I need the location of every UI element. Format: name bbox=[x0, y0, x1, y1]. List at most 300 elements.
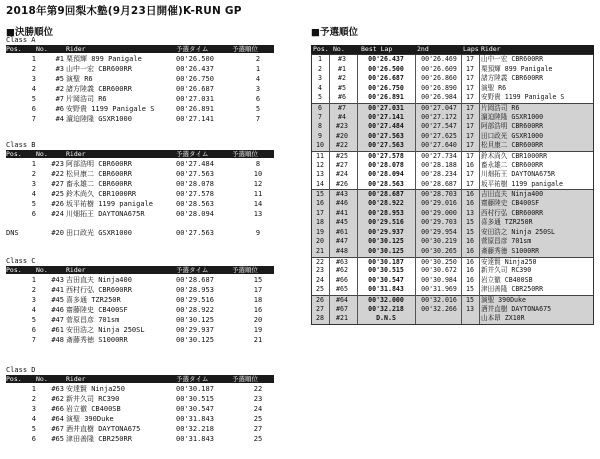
table-row bbox=[312, 247, 593, 257]
table-row bbox=[312, 276, 593, 286]
cell-rider: 安達賢 Ninja250 bbox=[66, 385, 125, 393]
cell-laps: 15 bbox=[466, 218, 474, 227]
cell-rider: 新井久司 RC390 bbox=[481, 266, 532, 275]
cell-time: 00'26.687 bbox=[176, 85, 214, 93]
cell-rider: 齋藤陸史 CB400SF bbox=[66, 306, 128, 314]
cell-no: #20 bbox=[51, 229, 64, 237]
table-row bbox=[312, 55, 593, 65]
table-row bbox=[0, 65, 280, 74]
cell-laps: 15 bbox=[466, 296, 474, 304]
cell-time: 00'30.515 bbox=[176, 395, 214, 403]
cell-time: 00'28.094 bbox=[176, 210, 214, 218]
cell-pos: 6 bbox=[31, 210, 36, 218]
table-row bbox=[0, 425, 280, 434]
cell-pos: 7 bbox=[31, 336, 36, 344]
cell-second: 00'27.172 bbox=[421, 112, 457, 121]
cell-pos: 22 bbox=[316, 257, 324, 266]
cell-best: 00'29.516 bbox=[368, 218, 404, 227]
cell-rider: 濵迫陸隆 GSXR1000 bbox=[66, 115, 132, 123]
cell-best: D.N.S bbox=[376, 314, 396, 323]
cell-best: 00'30.125 bbox=[368, 247, 404, 255]
final-table-header bbox=[6, 45, 274, 53]
cell-second: 00'29.016 bbox=[421, 199, 457, 207]
header-time: 予選タイム bbox=[176, 150, 209, 158]
cell-pos: 10 bbox=[316, 141, 324, 150]
final-table-header bbox=[6, 375, 274, 383]
cell-qpos: 21 bbox=[253, 336, 263, 344]
cell-rider: 濵迫陸隆 GSXR1000 bbox=[481, 112, 544, 121]
cell-no: #2 bbox=[55, 85, 64, 93]
cell-no: #62 bbox=[336, 266, 348, 275]
cell-time: 00'31.843 bbox=[176, 415, 214, 423]
header-second: 2nd bbox=[417, 45, 429, 53]
cell-time: 00'30.187 bbox=[176, 385, 214, 393]
cell-no: #67 bbox=[51, 425, 64, 433]
cell-best: 00'30.187 bbox=[368, 257, 404, 266]
table-row bbox=[0, 200, 280, 209]
cell-second: 00'30.984 bbox=[421, 275, 457, 284]
cell-second: 00'30.250 bbox=[421, 257, 457, 266]
cell-pos: 2 bbox=[31, 286, 36, 294]
cell-pos: 2 bbox=[31, 65, 36, 73]
cell-best: 00'32.218 bbox=[368, 304, 404, 313]
cell-pos: 27 bbox=[316, 304, 324, 313]
header-qpos: 予選順位 bbox=[232, 375, 258, 383]
table-row bbox=[0, 210, 280, 219]
cell-no: #46 bbox=[51, 306, 64, 314]
cell-qpos: 1 bbox=[255, 65, 261, 73]
cell-rider: 鈴木尚久 CBR1000RR bbox=[66, 190, 137, 198]
cell-rider: 畜永雄二 CBR600RR bbox=[66, 180, 132, 188]
cell-qpos: 25 bbox=[253, 415, 263, 423]
qualifying-table-body bbox=[311, 54, 594, 325]
cell-pos: 6 bbox=[31, 326, 36, 334]
cell-best: 00'30.515 bbox=[368, 266, 404, 275]
cell-qpos: 25 bbox=[253, 435, 263, 443]
cell-no: #45 bbox=[336, 218, 348, 227]
table-row bbox=[312, 180, 593, 190]
cell-qpos: 15 bbox=[253, 276, 263, 284]
qualifying-heading: ■予選順位 bbox=[311, 27, 358, 38]
cell-no: #4 bbox=[55, 115, 64, 123]
cell-no: #41 bbox=[51, 286, 64, 294]
table-row bbox=[0, 415, 280, 424]
cell-no: #5 bbox=[55, 75, 64, 83]
cell-second: 00'30.672 bbox=[421, 266, 457, 275]
cell-no: #24 bbox=[336, 170, 348, 179]
cell-rider: 新井久司 RC390 bbox=[66, 395, 120, 403]
cell-rider: 酒井直樹 DAYTONA675 bbox=[66, 425, 141, 433]
cell-laps: 17 bbox=[466, 74, 474, 83]
cell-rider: 栗預輝 899 Panigale bbox=[481, 64, 553, 73]
table-row bbox=[0, 435, 280, 444]
cell-best: 00'29.937 bbox=[368, 227, 404, 236]
header-rider: Rider bbox=[66, 266, 86, 274]
table-row bbox=[312, 305, 593, 315]
final-table-header bbox=[6, 266, 274, 274]
cell-second: 00'29.703 bbox=[421, 218, 457, 227]
cell-pos: 2 bbox=[318, 64, 322, 73]
table-row bbox=[0, 75, 280, 84]
column-divider bbox=[329, 55, 330, 324]
cell-time: 00'30.547 bbox=[176, 405, 214, 413]
table-row bbox=[0, 170, 280, 179]
cell-best: 00'27.031 bbox=[368, 104, 404, 112]
cell-rider: 演聖 390Duke bbox=[66, 415, 114, 423]
table-row bbox=[0, 105, 280, 114]
cell-best: 00'28.078 bbox=[368, 160, 404, 169]
cell-pos: 24 bbox=[316, 275, 324, 284]
cell-rider: 岩立徹 CB400SB bbox=[481, 275, 533, 284]
cell-pos: 5 bbox=[31, 200, 36, 208]
cell-no: #65 bbox=[51, 435, 64, 443]
table-row bbox=[0, 276, 280, 285]
cell-no: #62 bbox=[51, 395, 64, 403]
cell-no: #5 bbox=[338, 83, 346, 92]
cell-best: 00'27.578 bbox=[368, 152, 404, 160]
cell-second: 00'27.734 bbox=[421, 152, 457, 160]
header-pos: Pos. bbox=[6, 266, 22, 274]
cell-second: 00'32.016 bbox=[421, 296, 457, 304]
column-divider bbox=[357, 55, 358, 324]
cell-qpos: 20 bbox=[253, 316, 263, 324]
table-row bbox=[0, 316, 280, 325]
table-row bbox=[312, 141, 593, 151]
header-pos: Pos. bbox=[6, 375, 22, 383]
table-row bbox=[0, 385, 280, 394]
cell-laps: 17 bbox=[466, 122, 474, 131]
header-no: No. bbox=[333, 45, 345, 53]
cell-pos: 3 bbox=[31, 296, 36, 304]
cell-rider: 阿部浩明 CBR600RR bbox=[66, 160, 132, 168]
cell-pos: 3 bbox=[31, 75, 36, 83]
cell-best: 00'30.125 bbox=[368, 237, 404, 246]
cell-time: 00'27.563 bbox=[176, 229, 214, 237]
cell-qpos: 10 bbox=[253, 170, 263, 178]
cell-rider: 安達賢 Ninja250 bbox=[481, 257, 537, 266]
cell-best: 00'28.094 bbox=[368, 170, 404, 179]
cell-no: #63 bbox=[336, 257, 348, 266]
table-row bbox=[312, 228, 593, 238]
table-row bbox=[312, 65, 593, 75]
cell-second: 00'28.188 bbox=[421, 160, 457, 169]
cell-pos: 9 bbox=[318, 131, 322, 140]
header-pos: Pos. bbox=[313, 45, 329, 53]
cell-no: #67 bbox=[336, 304, 348, 313]
cell-qpos: 17 bbox=[253, 286, 263, 294]
cell-qpos: 9 bbox=[255, 229, 261, 237]
cell-second: 00'27.047 bbox=[421, 104, 457, 112]
page-title: 2018年第9回梨木塾(9月23日開催)K-RUN GP bbox=[6, 5, 242, 17]
cell-rider: 吉田直夫 Ninja400 bbox=[481, 190, 544, 199]
cell-best: 00'27.563 bbox=[368, 141, 404, 150]
table-row bbox=[0, 326, 280, 335]
cell-no: #23 bbox=[336, 122, 348, 131]
table-row bbox=[312, 113, 593, 123]
cell-rider: 坂平祐樹 1199 panigale bbox=[481, 179, 563, 188]
cell-no: #27 bbox=[336, 160, 348, 169]
cell-time: 00'32.218 bbox=[176, 425, 214, 433]
cell-pos: 1 bbox=[318, 55, 322, 63]
cell-second: 00'31.969 bbox=[421, 285, 457, 294]
cell-pos: 26 bbox=[316, 296, 324, 304]
cell-time: 00'26.750 bbox=[176, 75, 214, 83]
cell-rider: 田口政光 GSXR1000 bbox=[66, 229, 132, 237]
cell-pos: 18 bbox=[316, 218, 324, 227]
cell-pos: 5 bbox=[31, 425, 36, 433]
table-row bbox=[0, 395, 280, 404]
cell-no: #27 bbox=[51, 180, 64, 188]
cell-rider: 片岡浩司 R6 bbox=[66, 95, 107, 103]
cell-best: 00'32.000 bbox=[368, 296, 404, 304]
cell-pos: 3 bbox=[31, 405, 36, 413]
cell-pos: 3 bbox=[318, 74, 322, 83]
qualifying-table-header bbox=[311, 45, 594, 54]
table-row bbox=[0, 190, 280, 199]
header-laps: Laps bbox=[463, 45, 479, 53]
cell-second: 00'26.860 bbox=[421, 74, 457, 83]
cell-rider: 栗預輝 899 Panigale bbox=[66, 55, 142, 63]
cell-pos: 16 bbox=[316, 199, 324, 207]
cell-no: #3 bbox=[55, 65, 64, 73]
cell-best: 00'27.563 bbox=[368, 131, 404, 140]
cell-no: #26 bbox=[336, 179, 348, 188]
cell-no: #2 bbox=[338, 74, 346, 83]
cell-qpos: 4 bbox=[255, 75, 261, 83]
cell-rider: 諸方陸義 CBR600RR bbox=[481, 74, 544, 83]
cell-rider: 菅原昌彦 701sm bbox=[481, 237, 532, 246]
cell-pos: 6 bbox=[31, 435, 36, 443]
header-best: Best Lap bbox=[361, 45, 393, 53]
cell-qpos: 22 bbox=[253, 385, 263, 393]
cell-laps: 16 bbox=[466, 190, 474, 199]
cell-pos: 6 bbox=[318, 104, 322, 112]
cell-qpos: 14 bbox=[253, 200, 263, 208]
cell-pos: 19 bbox=[316, 227, 324, 236]
cell-pos: 5 bbox=[31, 95, 36, 103]
cell-no: #64 bbox=[336, 296, 348, 304]
table-row bbox=[312, 74, 593, 84]
cell-laps: 17 bbox=[466, 179, 474, 188]
header-rider: Rider bbox=[481, 45, 501, 53]
table-row bbox=[0, 306, 280, 315]
cell-qpos: 2 bbox=[255, 55, 261, 63]
cell-no: #47 bbox=[51, 316, 64, 324]
cell-rider: 川畑拓王 DAYTONA675R bbox=[66, 210, 145, 218]
header-time: 予選タイム bbox=[176, 375, 209, 383]
cell-rider: 喜多通 TZR250R bbox=[481, 218, 533, 227]
cell-qpos: 24 bbox=[253, 405, 263, 413]
header-rider: Rider bbox=[66, 375, 86, 383]
cell-qpos: 23 bbox=[253, 395, 263, 403]
cell-time: 00'28.922 bbox=[176, 306, 214, 314]
cell-time: 00'28.563 bbox=[176, 200, 214, 208]
cell-pos: 5 bbox=[31, 316, 36, 324]
column-divider bbox=[479, 55, 480, 324]
cell-qpos: 16 bbox=[253, 306, 263, 314]
cell-second: 00'26.890 bbox=[421, 83, 457, 92]
cell-pos: 21 bbox=[316, 247, 324, 255]
table-row bbox=[0, 55, 280, 64]
cell-pos: 14 bbox=[316, 179, 324, 188]
cell-pos: 1 bbox=[31, 276, 36, 284]
table-row bbox=[0, 85, 280, 94]
cell-laps: 17 bbox=[466, 131, 474, 140]
cell-no: #47 bbox=[336, 237, 348, 246]
cell-time: 00'27.031 bbox=[176, 95, 214, 103]
cell-no: #45 bbox=[51, 296, 64, 304]
cell-pos: 13 bbox=[316, 170, 324, 179]
cell-rider: 喜多通 TZR250R bbox=[66, 296, 121, 304]
cell-rider: 川畑拓王 DAYTONA675R bbox=[481, 170, 556, 179]
cell-time: 00'31.843 bbox=[176, 435, 214, 443]
cell-best: 00'28.922 bbox=[368, 199, 404, 207]
cell-rider: 菅原昌彦 701sm bbox=[66, 316, 120, 324]
cell-rider: 畜永雄二 CBR600RR bbox=[481, 160, 544, 169]
cell-laps: 16 bbox=[466, 247, 474, 255]
cell-pos: 7 bbox=[31, 115, 36, 123]
cell-rider: 津田善隆 CBR250RR bbox=[481, 285, 544, 294]
header-rider: Rider bbox=[66, 45, 86, 53]
cell-pos: 4 bbox=[31, 190, 36, 198]
cell-pos: 15 bbox=[316, 190, 324, 199]
cell-second: 00'27.625 bbox=[421, 131, 457, 140]
cell-best: 00'28.953 bbox=[368, 208, 404, 217]
cell-pos: 8 bbox=[318, 122, 322, 131]
cell-laps: 16 bbox=[466, 266, 474, 275]
cell-best: 00'26.500 bbox=[368, 64, 404, 73]
cell-rider: 斎藤秀徳 S1000RR bbox=[66, 336, 128, 344]
table-row bbox=[0, 95, 280, 104]
cell-laps: 16 bbox=[466, 160, 474, 169]
header-qpos: 予選順位 bbox=[232, 266, 258, 274]
class-label: Class A bbox=[6, 36, 36, 44]
cell-time: 00'26.437 bbox=[176, 65, 214, 73]
cell-no: #22 bbox=[51, 170, 64, 178]
cell-qpos: 7 bbox=[255, 115, 261, 123]
cell-no: #22 bbox=[336, 141, 348, 150]
cell-rider: 片岡浩司 R6 bbox=[481, 104, 520, 112]
cell-best: 00'27.484 bbox=[368, 122, 404, 131]
cell-laps: 17 bbox=[466, 112, 474, 121]
cell-pos: 3 bbox=[31, 180, 36, 188]
cell-best: 00'28.687 bbox=[368, 190, 404, 199]
cell-no: #25 bbox=[336, 152, 348, 160]
cell-second: 00'28.687 bbox=[421, 179, 457, 188]
table-row bbox=[312, 285, 593, 295]
cell-pos: 1 bbox=[31, 55, 36, 63]
cell-time: 00'26.500 bbox=[176, 55, 214, 63]
cell-rider: 山中一宏 CBR600RR bbox=[481, 55, 544, 63]
cell-pos: 1 bbox=[31, 160, 36, 168]
final-table-header bbox=[6, 150, 274, 158]
table-row bbox=[312, 199, 593, 209]
cell-rider: 西村行弘 CBR600RR bbox=[481, 208, 544, 217]
cell-laps: 15 bbox=[466, 227, 474, 236]
table-row bbox=[312, 93, 593, 103]
cell-qpos: 18 bbox=[253, 296, 263, 304]
table-row bbox=[0, 160, 280, 169]
cell-second: 00'26.984 bbox=[421, 93, 457, 102]
cell-laps: 17 bbox=[466, 93, 474, 102]
cell-laps: 16 bbox=[466, 199, 474, 207]
table-row bbox=[0, 286, 280, 295]
cell-second: 00'30.265 bbox=[421, 247, 457, 255]
cell-laps: 17 bbox=[466, 141, 474, 150]
cell-best: 00'31.843 bbox=[368, 285, 404, 294]
cell-time: 00'28.953 bbox=[176, 286, 214, 294]
cell-second: 00'29.954 bbox=[421, 227, 457, 236]
cell-no: #1 bbox=[338, 64, 346, 73]
cell-qpos: 8 bbox=[255, 160, 261, 168]
header-time: 予選タイム bbox=[176, 45, 209, 53]
cell-second: 00'32.266 bbox=[421, 304, 457, 313]
cell-no: #6 bbox=[338, 93, 346, 102]
header-rider: Rider bbox=[66, 150, 86, 158]
cell-pos: 25 bbox=[316, 285, 324, 294]
cell-no: #26 bbox=[51, 200, 64, 208]
cell-rider: 山本昂 ZX10R bbox=[481, 314, 525, 323]
cell-time: 00'26.891 bbox=[176, 105, 214, 113]
cell-laps: 13 bbox=[466, 304, 474, 313]
cell-rider: 岩立徹 CB400SB bbox=[66, 405, 121, 413]
cell-pos: 4 bbox=[318, 83, 322, 92]
cell-time: 00'27.578 bbox=[176, 190, 214, 198]
cell-no: #4 bbox=[338, 112, 346, 121]
cell-time: 00'30.125 bbox=[176, 336, 214, 344]
cell-no: #1 bbox=[55, 55, 64, 63]
cell-best: 00'27.141 bbox=[368, 112, 404, 121]
table-row bbox=[312, 237, 593, 247]
cell-laps: 17 bbox=[466, 83, 474, 92]
cell-second: 00'27.547 bbox=[421, 122, 457, 131]
cell-rider: 演聖 R6 bbox=[481, 83, 507, 92]
table-row bbox=[312, 266, 593, 276]
cell-pos: 20 bbox=[316, 237, 324, 246]
cell-no: #61 bbox=[51, 326, 64, 334]
header-no: No. bbox=[36, 45, 48, 53]
table-row bbox=[312, 122, 593, 132]
cell-best: 00'26.437 bbox=[368, 55, 404, 63]
cell-no: #21 bbox=[336, 314, 348, 323]
cell-pos: 4 bbox=[31, 415, 36, 423]
cell-pos: 11 bbox=[316, 152, 324, 160]
cell-time: 00'28.687 bbox=[176, 276, 214, 284]
cell-time: 00'27.141 bbox=[176, 115, 214, 123]
cell-no: #61 bbox=[336, 227, 348, 236]
class-label: Class D bbox=[6, 366, 36, 374]
cell-second: 00'28.234 bbox=[421, 170, 457, 179]
cell-qpos: 19 bbox=[253, 326, 263, 334]
cell-pos: 12 bbox=[316, 160, 324, 169]
cell-rider: 松貝康二 CBR600RR bbox=[66, 170, 132, 178]
cell-pos: 2 bbox=[31, 395, 36, 403]
cell-time: 00'29.937 bbox=[176, 326, 214, 334]
table-row bbox=[312, 84, 593, 94]
cell-pos: 17 bbox=[316, 208, 324, 217]
cell-laps: 17 bbox=[466, 55, 474, 63]
cell-rider: 齋藤陸史 CB400SF bbox=[481, 199, 540, 207]
table-row bbox=[312, 209, 593, 219]
cell-qpos: 13 bbox=[253, 210, 263, 218]
cell-rider: 斎藤秀徳 S1000RR bbox=[481, 247, 540, 255]
cell-rider: 安野貴 1199 Panigale S bbox=[481, 93, 565, 102]
cell-rider: 鈴木尚久 CBR1000RR bbox=[481, 152, 548, 160]
cell-rider: 酒井直樹 DAYTONA675 bbox=[481, 304, 552, 313]
cell-laps: 16 bbox=[466, 237, 474, 246]
header-pos: Pos. bbox=[6, 45, 22, 53]
cell-qpos: 3 bbox=[255, 85, 261, 93]
